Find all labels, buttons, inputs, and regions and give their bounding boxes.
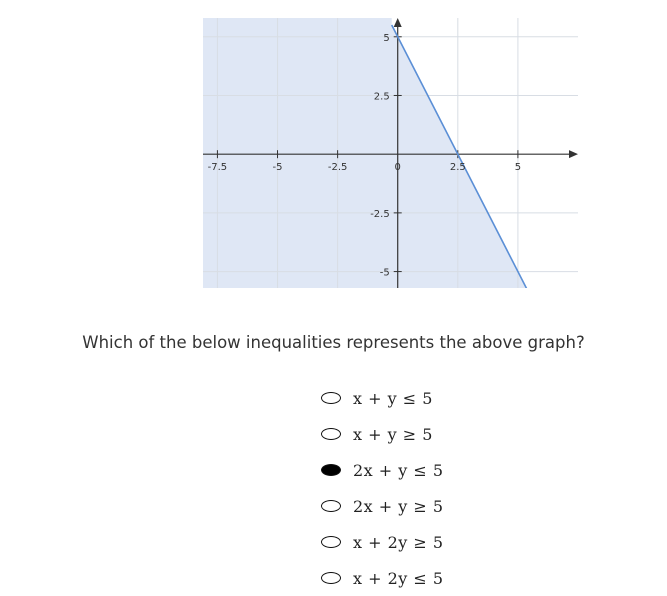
option-label: x + y ≤ 5 [353,388,433,408]
y-tick-label: -2.5 [370,208,390,220]
y-tick-label: -5 [379,267,390,279]
x-tick-label: -2.5 [327,162,348,174]
x-tick-label: -7.5 [207,162,228,174]
option-label: x + 2y ≤ 5 [353,568,444,588]
y-axis-arrow [394,18,402,27]
radio-button[interactable] [321,536,341,548]
radio-button[interactable] [321,464,341,476]
radio-button[interactable] [321,500,341,512]
option-5[interactable] [321,560,444,596]
option-2[interactable] [321,452,444,488]
option-4[interactable] [321,524,444,560]
radio-button[interactable] [321,572,341,584]
radio-button[interactable] [321,392,341,404]
option-0[interactable] [321,380,444,416]
radio-button[interactable] [321,428,341,440]
x-tick-label: 0 [394,162,401,174]
x-tick-label: -5 [272,162,283,174]
answer-options [321,380,444,596]
y-tick-label: 5 [383,32,390,44]
option-label: x + 2y ≥ 5 [353,532,444,552]
shaded-region [203,18,530,295]
x-axis-arrow [569,150,578,158]
question-text: Which of the below inequalities represents the above graph? [82,333,585,352]
option-label: x + y ≥ 5 [353,424,433,444]
option-3[interactable] [321,488,444,524]
option-label: 2x + y ≤ 5 [353,460,444,480]
x-tick-label: 5 [514,162,522,174]
y-tick-label: 2.5 [373,91,390,103]
x-tick-label: 2.5 [449,162,466,174]
option-1[interactable] [321,416,444,452]
option-label: 2x + y ≥ 5 [353,496,444,516]
